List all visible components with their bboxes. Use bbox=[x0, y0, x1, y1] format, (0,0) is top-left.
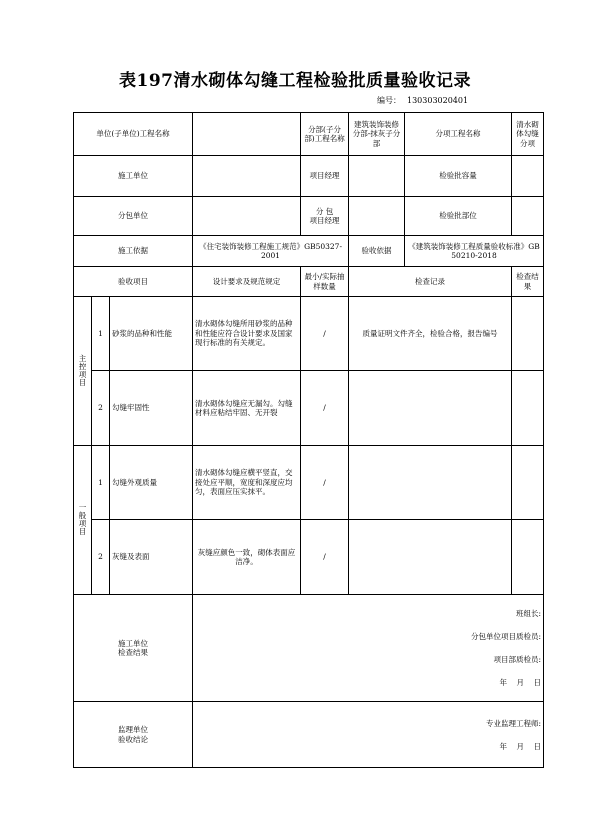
sub-project-manager-label: 分 包 项目经理 bbox=[301, 197, 349, 236]
batch-capacity-value[interactable] bbox=[512, 156, 544, 197]
construction-basis-value: 《住宅装饰装修工程施工规范》GB50327-2001 bbox=[193, 236, 349, 267]
item-sampling[interactable]: / bbox=[301, 446, 349, 520]
supervision-signatures bbox=[193, 702, 544, 768]
project-inspector-signature[interactable]: 项目部质检员: bbox=[493, 655, 542, 664]
item-record[interactable] bbox=[349, 520, 512, 595]
subitem-name-value[interactable]: 清水砌体勾缝分项 bbox=[512, 113, 544, 156]
unit-name-value[interactable] bbox=[193, 113, 301, 156]
subitem-name-label: 分项工程名称 bbox=[405, 113, 512, 156]
group-label-general: 一般项目 bbox=[74, 446, 92, 595]
item-sampling[interactable]: / bbox=[301, 371, 349, 446]
item-number: 1 bbox=[92, 446, 110, 520]
supervision-label: 监理单位 验收结论 bbox=[74, 702, 193, 768]
group-label-main-control: 主控项目 bbox=[74, 297, 92, 446]
project-manager-label: 项目经理 bbox=[301, 156, 349, 197]
construction-check-signatures bbox=[193, 595, 544, 702]
supervision-row bbox=[74, 702, 544, 768]
item-name: 砂浆的品种和性能 bbox=[110, 297, 193, 371]
col-header-result: 检查结果 bbox=[512, 267, 544, 297]
form-number-value: 130303020401 bbox=[407, 96, 469, 105]
header-row-subcontractor bbox=[74, 197, 544, 236]
item-record[interactable]: 质量证明文件齐全，检验合格，报告编号 bbox=[349, 297, 512, 371]
column-header-row bbox=[74, 267, 544, 297]
acceptance-basis-label: 验收依据 bbox=[349, 236, 405, 267]
subcontractor-value[interactable] bbox=[193, 197, 301, 236]
page-title: 表197清水砌体勾缝工程检验批质量验收记录 bbox=[119, 71, 471, 91]
supervision-date[interactable]: 年 月 日 bbox=[499, 741, 542, 751]
col-header-design: 设计要求及规范规定 bbox=[193, 267, 301, 297]
table-row bbox=[74, 446, 544, 520]
form-number bbox=[377, 95, 468, 106]
col-header-record: 检查记录 bbox=[349, 267, 512, 297]
item-sampling[interactable]: / bbox=[301, 520, 349, 595]
unit-name-label: 单位(子单位)工程名称 bbox=[74, 113, 193, 156]
item-name: 灰缝及表面 bbox=[110, 520, 193, 595]
acceptance-basis-value: 《建筑装饰装修工程质量验收标准》GB 50210-2018 bbox=[405, 236, 544, 267]
division-name-label: 分部(子分部)工程名称 bbox=[301, 113, 349, 156]
batch-location-value[interactable] bbox=[512, 197, 544, 236]
item-record[interactable] bbox=[349, 446, 512, 520]
construction-check-label: 施工单位 检查结果 bbox=[74, 595, 193, 702]
header-row-constructor bbox=[74, 156, 544, 197]
col-header-sampling: 最小/实际抽样数量 bbox=[301, 267, 349, 297]
division-name-value[interactable]: 建筑装饰装修分部-抹灰子分部 bbox=[349, 113, 405, 156]
header-row-basis bbox=[74, 236, 544, 267]
batch-capacity-label: 检验批容量 bbox=[405, 156, 512, 197]
supervision-engineer-signature[interactable]: 专业监理工程师: bbox=[486, 718, 542, 728]
col-header-item: 验收项目 bbox=[74, 267, 193, 297]
team-leader-signature[interactable]: 班组长: bbox=[516, 609, 542, 618]
item-name: 勾缝牢固性 bbox=[110, 371, 193, 446]
item-record[interactable] bbox=[349, 371, 512, 446]
table-row bbox=[74, 371, 544, 446]
item-name: 勾缝外观质量 bbox=[110, 446, 193, 520]
form-number-label: 编号： bbox=[377, 96, 401, 105]
constructor-value[interactable] bbox=[193, 156, 301, 197]
item-spec: 清水砌体勾缝应横平竖直，交接处应平顺，宽度和深度应均匀，表面应压实抹平。 bbox=[193, 446, 301, 520]
item-number: 2 bbox=[92, 520, 110, 595]
item-result[interactable] bbox=[512, 446, 544, 520]
constructor-label: 施工单位 bbox=[74, 156, 193, 197]
item-spec: 清水砌体勾缝所用砂浆的品种和性能应符合设计要求及国家现行标准的有关规定。 bbox=[193, 297, 301, 371]
batch-location-label: 检验批部位 bbox=[405, 197, 512, 236]
table-row bbox=[74, 520, 544, 595]
header-row-unit bbox=[74, 113, 544, 156]
item-spec: 清水砌体勾缝应无漏勾。勾缝材料应粘结牢固、无开裂 bbox=[193, 371, 301, 446]
item-result[interactable] bbox=[512, 520, 544, 595]
project-manager-value[interactable] bbox=[349, 156, 405, 197]
item-number: 2 bbox=[92, 371, 110, 446]
sub-project-manager-value[interactable] bbox=[349, 197, 405, 236]
sub-inspector-signature[interactable]: 分包单位项目质检员: bbox=[471, 632, 542, 641]
inspection-form-table bbox=[73, 112, 544, 768]
construction-check-row bbox=[74, 595, 544, 702]
item-result[interactable] bbox=[512, 297, 544, 371]
table-row bbox=[74, 297, 544, 371]
construction-check-date[interactable]: 年 月 日 bbox=[499, 678, 542, 687]
item-sampling[interactable]: / bbox=[301, 297, 349, 371]
item-number: 1 bbox=[92, 297, 110, 371]
item-spec: 灰缝应颜色一致，砌体表面应洁净。 bbox=[193, 520, 301, 595]
subcontractor-label: 分包单位 bbox=[74, 197, 193, 236]
item-result[interactable] bbox=[512, 371, 544, 446]
construction-basis-label: 施工依据 bbox=[74, 236, 193, 267]
